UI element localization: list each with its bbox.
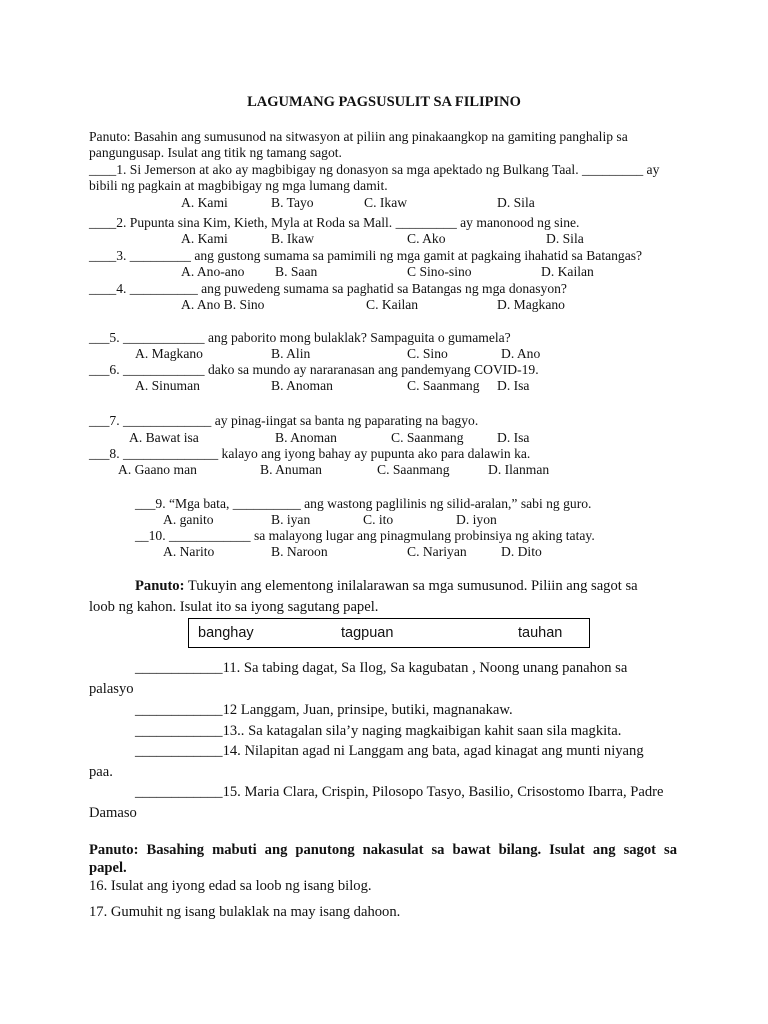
q4-choice-d: D. Magkano bbox=[497, 297, 565, 312]
q8-choice-b: B. Anuman bbox=[260, 462, 322, 477]
q6-choice-c: C. Saanmang bbox=[407, 378, 480, 393]
question-5: ___5. ____________ ang paborito mong bulaklak? Sampaguita o gumamela? bbox=[89, 330, 511, 345]
q3-choice-c: C Sino-sino bbox=[407, 264, 472, 279]
part1-instruction-line1: Panuto: Basahin ang sumusunod na sitwasyon at piliin ang pinakaangkop na gamiting panghalip sa bbox=[89, 129, 628, 144]
part3-instruction-line2: papel. bbox=[89, 860, 127, 876]
part2-instruction-text: Tukuyin ang elementong inilalarawan sa mga sumusunod. Piliin ang sagot sa bbox=[184, 578, 638, 594]
q5-choice-c: C. Sino bbox=[407, 346, 448, 361]
q10-choice-b: B. Naroon bbox=[271, 544, 328, 559]
item-15-cont: Damaso bbox=[89, 805, 137, 821]
q3-choice-d: D. Kailan bbox=[541, 264, 594, 279]
q1-choice-a: A. Kami bbox=[181, 195, 228, 210]
q10-choice-a: A. Narito bbox=[163, 544, 215, 559]
question-2: ____2. Pupunta sina Kim, Kieth, Myla at Roda sa Mall. _________ ay manonood ng sine. bbox=[89, 215, 580, 230]
question-3: ____3. _________ ang gustong sumama sa pamimili ng mga gamit at pagkaing ihahatid sa Batangas? bbox=[89, 248, 643, 263]
q7-choice-b: B. Anoman bbox=[275, 430, 337, 445]
part3-instruction-line1: Panuto: Basahing mabuti ang panutong nakasulat sa bawat bilang. Isulat ang sagot sa bbox=[89, 842, 677, 858]
q1-choice-d: D. Sila bbox=[497, 195, 535, 210]
question-6: ___6. ____________ dako sa mundo ay nararanasan ang pandemyang COVID-19. bbox=[89, 362, 539, 377]
question-9: ___9. “Mga bata, __________ ang wastong paglilinis ng silid-aralan,” sabi ng guro. bbox=[135, 496, 592, 511]
question-4: ____4. __________ ang puwedeng sumama sa paghatid sa Batangas ng mga donasyon? bbox=[89, 281, 567, 296]
item-14: ____________14. Nilapitan agad ni Langgam ang bata, agad kinagat ang munti niyang bbox=[135, 743, 644, 759]
item-17: 17. Gumuhit ng isang bulaklak na may isang dahoon. bbox=[89, 904, 401, 920]
q6-choice-b: B. Anoman bbox=[271, 378, 333, 393]
q9-choice-b: B. iyan bbox=[271, 512, 311, 527]
q6-choice-d: D. Isa bbox=[497, 378, 530, 393]
q5-choice-b: B. Alin bbox=[271, 346, 311, 361]
q5-choice-a: A. Magkano bbox=[135, 346, 203, 361]
q3-choice-a: A. Ano-ano bbox=[181, 264, 245, 279]
q8-choice-a: A. Gaano man bbox=[118, 462, 197, 477]
item-16: 16. Isulat ang iyong edad sa loob ng isang bilog. bbox=[89, 878, 372, 894]
q7-choice-d: D. Isa bbox=[497, 430, 530, 445]
q9-choice-a: A. ganito bbox=[163, 512, 214, 527]
q8-choice-c: C. Saanmang bbox=[377, 462, 450, 477]
q1-choice-c: C. Ikaw bbox=[364, 195, 408, 210]
q2-choice-a: A. Kami bbox=[181, 231, 228, 246]
part2-instruction-label: Panuto: bbox=[135, 578, 185, 594]
q3-choice-b: B. Saan bbox=[275, 264, 318, 279]
question-1-cont: bibili ng pagkain at magbibigay ng mga lumang damit. bbox=[89, 178, 388, 193]
q1-choice-b: B. Tayo bbox=[271, 195, 314, 210]
q2-choice-c: C. Ako bbox=[407, 231, 446, 246]
q5-choice-d: D. Ano bbox=[501, 346, 541, 361]
q2-choice-d: D. Sila bbox=[546, 231, 584, 246]
q6-choice-a: A. Sinuman bbox=[135, 378, 200, 393]
word-box-tagpuan: tagpuan bbox=[341, 625, 394, 641]
question-10: __10. ____________ sa malayong lugar ang pinagmulang probinsiya ng aking tatay. bbox=[135, 528, 595, 543]
question-1: ____1. Si Jemerson at ako ay magbibigay ng donasyon sa mga apektado ng Bulkang Taal. _________ ay bbox=[89, 162, 660, 177]
q10-choice-c: C. Nariyan bbox=[407, 544, 467, 559]
question-8: ___8. ______________ kalayo ang iyong bahay ay pupunta ako para dalawin ka. bbox=[89, 446, 531, 461]
question-7: ___7. _____________ ay pinag-iingat sa banta ng paparating na bagyo. bbox=[89, 413, 479, 428]
part2-instruction-line1 bbox=[135, 577, 638, 595]
q9-choice-d: D. iyon bbox=[456, 512, 497, 527]
part1-instruction-line2: pangungusap. Isulat ang titik ng tamang sagot. bbox=[89, 145, 342, 160]
word-box-tauhan: tauhan bbox=[518, 625, 563, 641]
q2-choice-b: B. Ikaw bbox=[271, 231, 315, 246]
q4-choice-c: C. Kailan bbox=[366, 297, 419, 312]
item-11: ____________11. Sa tabing dagat, Sa Ilog, Sa kagubatan , Noong unang panahon sa bbox=[135, 660, 628, 676]
q9-choice-c: C. ito bbox=[363, 512, 394, 527]
q8-choice-d: D. Ilanman bbox=[488, 462, 550, 477]
page-title: LAGUMANG PAGSUSULIT SA FILIPINO bbox=[247, 94, 521, 110]
item-11-cont: palasyo bbox=[89, 681, 134, 697]
item-13: ____________13.. Sa katagalan sila’y naging magkaibigan kahit saan sila magkita. bbox=[135, 723, 622, 739]
item-14-cont: paa. bbox=[89, 764, 113, 780]
q4-choice-ab: A. Ano B. Sino bbox=[181, 297, 265, 312]
q7-choice-a: A. Bawat isa bbox=[129, 430, 199, 445]
word-box-banghay: banghay bbox=[198, 625, 254, 641]
part2-instruction-line2: loob ng kahon. Isulat ito sa iyong sagutang papel. bbox=[89, 599, 379, 615]
item-12: ____________12 Langgam, Juan, prinsipe, butiki, magnanakaw. bbox=[135, 702, 513, 718]
word-box bbox=[188, 618, 590, 648]
q7-choice-c: C. Saanmang bbox=[391, 430, 464, 445]
item-15: ____________15. Maria Clara, Crispin, Pilosopo Tasyo, Basilio, Crisostomo Ibarra, Padre bbox=[135, 784, 664, 800]
q10-choice-d: D. Dito bbox=[501, 544, 542, 559]
